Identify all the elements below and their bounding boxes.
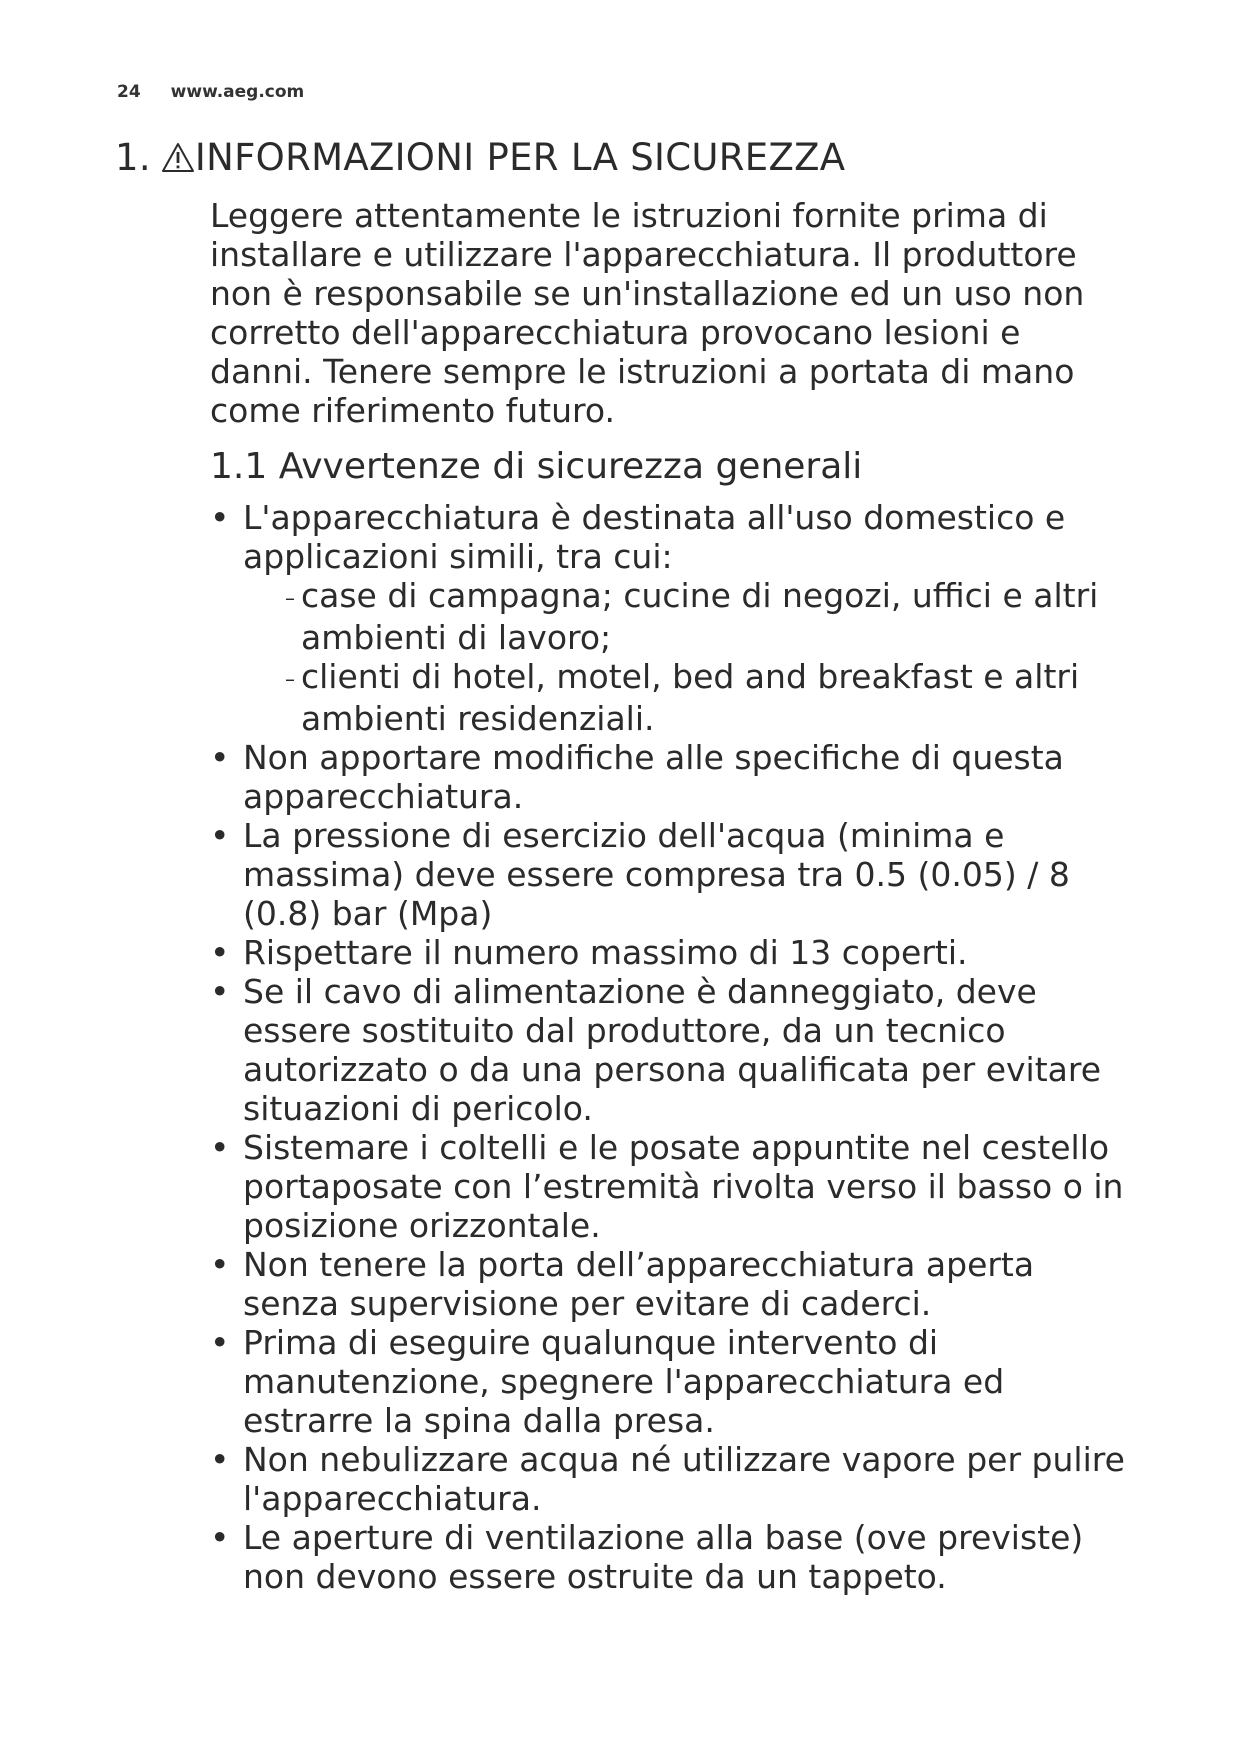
sub-list-item: – case di campagna; cucine di negozi, uffici e altri ambienti di lavoro;	[285, 576, 1130, 657]
sub-list-item: – clienti di hotel, motel, bed and breakfast e altri ambienti residenziali.	[285, 657, 1130, 738]
section-title: INFORMAZIONI PER LA SICUREZZA	[194, 136, 846, 179]
list-item: • Non apportare modifiche alle specifiche di questa apparecchiatura.	[210, 738, 1130, 816]
safety-list	[210, 498, 1130, 1596]
list-item: • Non nebulizzare acqua né utilizzare vapore per pulire l'apparecchiatura.	[210, 1440, 1130, 1518]
subsection-heading: 1.1 Avvertenze di sicurezza generali	[210, 446, 863, 487]
list-item: • Le aperture di ventilazione alla base (ove previste) non devono essere ostruite da un tappeto.	[210, 1518, 1130, 1596]
intro-paragraph: Leggere attentamente le istruzioni fornite prima di installare e utilizzare l'apparecchiatura. Il produttore non è responsabile se un'installazione ed un uso non corretto dell'apparecchiatura provocano lesioni e danni. Tenere sempre le istruzioni a portata di mano come riferimento futuro.	[210, 196, 1085, 430]
page-number: 24	[117, 82, 141, 102]
website-url[interactable]: www.aeg.com	[170, 82, 305, 102]
section-content	[210, 196, 1130, 1596]
list-item: • Sistemare i coltelli e le posate appuntite nel cestello portaposate con l’estremità rivolta verso il basso o in posizione orizzontale.	[210, 1128, 1130, 1245]
section-heading	[115, 136, 845, 179]
list-item: • Prima di eseguire qualunque intervento di manutenzione, spegnere l'apparecchiatura ed estrarre la spina dalla presa.	[210, 1323, 1130, 1440]
list-item: • Non tenere la porta dell’apparecchiatura aperta senza supervisione per evitare di caderci.	[210, 1245, 1130, 1323]
list-item: • Rispettare il numero massimo di 13 coperti.	[210, 933, 1130, 972]
list-item: • Se il cavo di alimentazione è danneggiato, deve essere sostituito dal produttore, da un tecnico autorizzato o da una persona qualificata per evitare situazioni di pericolo.	[210, 972, 1130, 1128]
section-number: 1.	[115, 136, 151, 179]
list-item: • La pressione di esercizio dell'acqua (minima e massima) deve essere compresa tra 0.5 (0.05) / 8 (0.8) bar (Mpa)	[210, 816, 1130, 933]
list-item	[210, 498, 1130, 738]
warning-triangle-icon	[161, 142, 195, 174]
sub-list	[243, 576, 1130, 738]
list-item-text: L'apparecchiatura è destinata all'uso domestico e applicazioni simili, tra cui:	[243, 498, 1066, 576]
page-header	[117, 82, 304, 102]
